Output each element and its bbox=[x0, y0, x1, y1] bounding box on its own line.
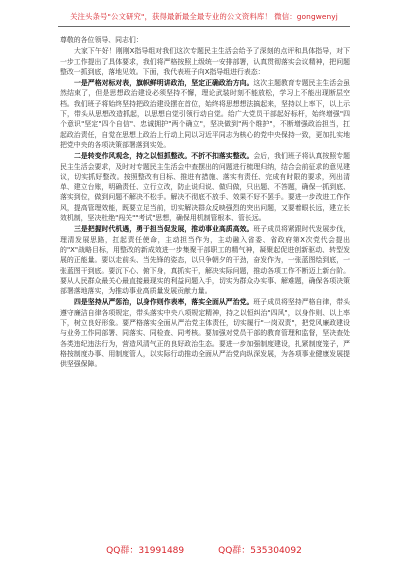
section-heading: 一是严格对标对表，旗帜鲜明讲政治，坚定正确政治方向。 bbox=[74, 79, 254, 88]
section-paragraph bbox=[60, 78, 350, 150]
section-heading: 四是坚持从严惩治，以身作则作表率，落实全面从严治党。 bbox=[74, 298, 254, 307]
section-paragraph bbox=[60, 151, 350, 223]
salutation: 尊敬的各位领导、同志们： bbox=[60, 36, 143, 44]
section-text: 班子成员将紧跟时代发展步伐，理清发展思路，扛起责任使命，主动担当作为，主动融入省委、省政府第X次党代会提出的"X"战略目标，用整改的新成效进一步集聚干部职工的精气神，凝聚起促进创新驱动、转型发展的正能量。要以走前头、当先锋的姿态，以只争朝夕的干劲，奋发作为，一张蓝图绘到底，一张蓝图干到底。要沉下心、俯下身，真抓实干，解决实际问题，推动各项工作不断迈上新台阶。要从人民群众最关心最直接最现实的利益问题入手，切实为群众办实事、解难题，确保各项决策部署落地落实，为推动事业高质量发展贡献力量。 bbox=[60, 225, 350, 296]
footer-contacts bbox=[0, 545, 408, 557]
section-heading: 二是转变作风观念，持之以恒抓整改。不折不扣落实整改。 bbox=[74, 152, 254, 161]
section-text: 会后，我们班子将认真按照专题民主生活会要求，及时对专题民主生活会中查摆出的问题进行梳理归纳，结合会前征求的意见建议，切实抓好整改。按照整改有目标、推进有措施、落实有责任、完成有时限的要求，列出清单、建立台账，明确责任、立行立改，防止说归说、做归做，只出题、不答题，确保一抓到底、落实到位，做到问题不解决不松手。解决不彻底不放手、效果不好不罢手。要进一步改进工作作风，提高管理效能，既要立足当前，切实解决群众反映强烈的突出问题，又要着眼长远，建立长效机制，坚决杜绝"闯关""考试"思想，确保用机制管根本、管长远。 bbox=[60, 152, 350, 223]
header-divider bbox=[58, 26, 350, 27]
qq-group-1: QQ群：31991489 bbox=[106, 546, 185, 556]
section-heading: 三是把握时代机遇，勇于担当促发展，推动事业高质高效。 bbox=[74, 225, 254, 234]
header-banner: 关注头条号"公文研究"，获得最新最全最专业的公文资料库！ 微信：gongwenyj bbox=[70, 12, 338, 21]
intro-paragraph: 大家下午好！刚刚X指导组对我们这次专题民主生活会给予了深刻的点评和具体指导，对下一步工作提出了具体要求，我们将严格按照上级统一安排部署，认真贯彻落实会议精神，把问题整改一抓到底，落地见效。下面，我代表班子向X指导组进行表态： bbox=[60, 47, 350, 76]
section-paragraph bbox=[60, 297, 350, 369]
qq-group-2: QQ群：535304092 bbox=[218, 546, 302, 556]
section-text: 班子成员将坚持严格自律，带头遵守廉洁自律各项规定，带头落实中央八项规定精神，持之以恒纠治"四风"，以身作则、以上率下，树立良好形象。要严格落实全面从严治党主体责任，切实履行"一岗双责"，把党风廉政建设与业务工作同部署、同落实、同检查、同考核。要加强对党员干部的教育管理和监督，坚决查处各类违纪违法行为，营造风清气正的良好政治生态。要进一步加强制度建设，扎紧制度笼子，严格按制度办事、用制度管人，以实际行动推动全面从严治党向纵深发展，为各项事业健康发展提供坚强保障。 bbox=[60, 298, 350, 369]
section-paragraph bbox=[60, 224, 350, 296]
section-text: 这次主题教育专题民主生活会虽然结束了，但是思想政治建设必须坚持不懈，理论武装时刻不能放松，学习上不能出现断层空档。我们班子将始终坚持把政治建设摆在首位，始终将思想想法搞起来，坚持以上率下，以上示下，带头从思想改造抓起，以思想自觉引领行动自觉。给广大党员干部起好标杆，始终增强"四个意识"坚定"四个自信"、忠诚拥护"两个确立"，坚决做到"两个维护"，不断增强政治担当，扛起政治责任，自觉在思想上政治上行动上同以习近平同志为核心的党中央保持一致，更加扎实地把党中央的各项决策部署落到实处。 bbox=[60, 79, 350, 149]
document-body bbox=[60, 35, 350, 370]
